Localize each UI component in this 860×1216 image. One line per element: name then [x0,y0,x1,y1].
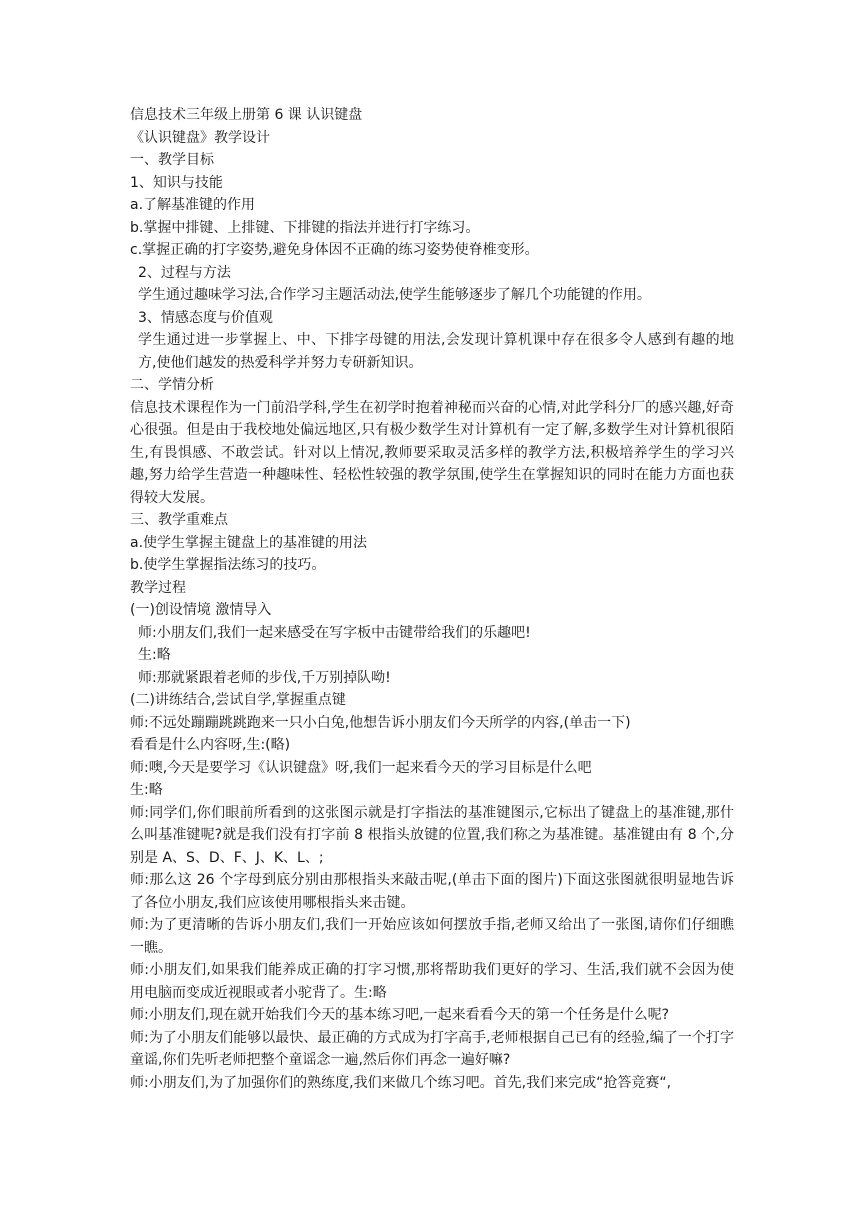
subsection-heading: (二)讲练结合,尝试自学,掌握重点键 [130,692,346,708]
section-heading: 三、教学重难点 [130,512,228,528]
section-heading: 一、教学目标 [130,152,214,168]
text-line: a.使学生掌握主键盘上的基准键的用法 [130,534,368,551]
paragraph: 师:同学们,你们眼前所看到的这张图示就是打字指法的基准键图示,它标出了键盘上的基准键,那什么叫基准键呢?就是我们没有打字前 8 根指头放键的位置,我们称之为基准键。基准键由有 8 个,分别是 A、S、D、F、J、K、L、; [130,804,734,866]
text-line: b.使学生掌握指法练习的技巧。 [130,557,326,573]
text-line: 生:略 [138,647,171,663]
text-line: a.了解基准键的作用 [130,197,256,213]
text-line: 师:小朋友们,为了加强你们的熟练度,我们来做几个练习吧。首先,我们来完成“抢答竞赛“, [130,1074,672,1091]
text-line: 师:小朋友们,现在就开始我们今天的基本练习吧,一起来看看今天的第一个任务是什么呢? [130,1007,670,1023]
text-line: 师:小朋友们,我们一起来感受在写字板中击键带给我们的乐趣吧! [138,624,531,641]
paragraph: 师:为了小朋友们能够以最快、最正确的方式成为打字高手,老师根据自己已有的经验,编了一个打字童谣,你们先听老师把整个童谣念一遍,然后你们再念一遍好嘛? [130,1029,734,1068]
text-line: b.掌握中排键、上排键、下排键的指法并进行打字练习。 [130,219,480,236]
text-line: 生:略 [130,782,163,798]
subsection-heading: 2、过程与方法 [138,264,231,281]
text-line: 师:噢,今天是要学习《认识键盘》呀,我们一起来看今天的学习目标是什么吧 [130,759,592,776]
subsection-heading: 3、情感态度与价值观 [138,309,273,326]
text-line: 学生通过趣味学习法,合作学习主题活动法,使学生能够逐步了解几个功能键的作用。 [138,287,651,303]
paragraph: 信息技术课程作为一门前沿学科,学生在初学时抱着神秘而兴奋的心情,对此学科分厂的感兴趣,好奇心很强。但是由于我校地处偏远地区,只有极少数学生对计算机有一定了解,多数学生对计算机很陌生,有畏惧感、不敢尝试。针对以上情况,教师要采取灵活多样的教学方法,积极培养学生的学习兴趣,努力给学生营造一种趣味性、轻松性较强的教学氛围,使学生在掌握知识的同时在能力方面也获得较大发展。 [130,399,734,506]
paragraph: 师:那么这 26 个字母到底分别由那根指头来敲击呢,(单击下面的图片)下面这张图就很明显地告诉了各位小朋友,我们应该使用哪根指头来击键。 [130,872,734,911]
text-line: 师:不远处蹦蹦跳跳跑来一只小白兔,他想告诉小朋友们今天所学的内容,(单击一下) [130,714,631,731]
section-heading: 教学过程 [130,579,186,596]
doc-subtitle: 《认识键盘》教学设计 [130,129,270,146]
text-line: c.掌握正确的打字姿势,避免身体因不正确的练习姿势使脊椎变形。 [130,242,539,258]
text-line: 看看是什么内容呀,生:(略) [130,737,291,753]
paragraph: 师:为了更清晰的告诉小朋友们,我们一开始应该如何摆放手指,老师又给出了一张图,请你们仔细瞧一瞧。 [130,917,734,956]
subsection-heading: 1、知识与技能 [130,174,223,191]
doc-title: 信息技术三年级上册第 6 课 认识键盘 [130,107,363,123]
section-heading: 二、学情分析 [130,377,214,393]
document-page [130,104,734,1094]
text-line: 师:那就紧跟着老师的步伐,千万别掉队呦! [138,669,391,686]
paragraph: 师:小朋友们,如果我们能养成正确的打字习惯,那将帮助我们更好的学习、生活,我们就不会因为使用电脑而变成近视眼或者小驼背了。生:略 [130,962,734,1001]
paragraph: 学生通过进一步掌握上、中、下排字母键的用法,会发现计算机课中存在很多令人感到有趣的地方,使他们越发的热爱科学并努力专研新知识。 [138,332,734,371]
subsection-heading: (一)创设情境 激情导入 [130,602,272,618]
